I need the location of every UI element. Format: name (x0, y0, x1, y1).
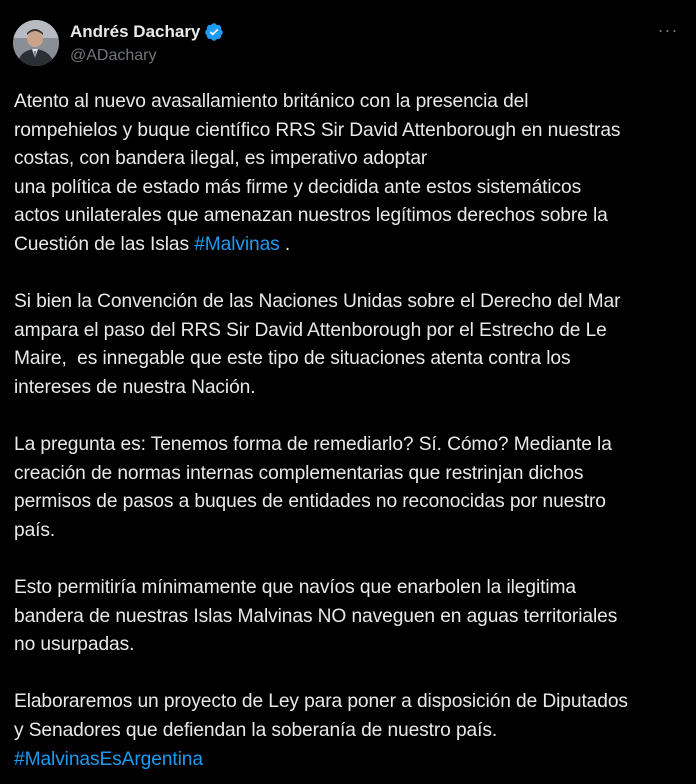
tweet-header (0, 0, 696, 80)
tweet-line: Atento al nuevo avasallamiento británico con la presencia del (14, 91, 529, 112)
verified-badge-icon (204, 22, 224, 42)
tweet-line (14, 746, 690, 775)
paragraph-break (14, 660, 690, 689)
tweet-line: rompehielos y buque científico RRS Sir David Attenborough en nuestras (14, 119, 621, 141)
tweet-line: Maire, es innegable que este tipo de situaciones atenta contra los (14, 348, 571, 370)
tweet-line-text: . (279, 233, 291, 255)
tweet-line: Elaboraremos un proyecto de Ley para poner a disposición de Diputados (14, 691, 628, 713)
hashtag-link[interactable]: #Malvinas (194, 233, 280, 255)
tweet-line: creación de normas internas complementarias que restrinjan dichos (14, 462, 584, 484)
tweet-line: La pregunta es: Tenemos forma de remediarlo? Sí. Cómo? Mediante la (14, 434, 612, 456)
tweet-line: costas, con bandera ilegal, es imperativo adoptar (14, 148, 428, 170)
tweet-text (14, 88, 690, 774)
tweet-line: Si bien la Convención de las Naciones Unidas sobre el Derecho del Mar (14, 291, 621, 313)
avatar[interactable] (13, 20, 59, 66)
tweet-line (14, 231, 690, 260)
tweet-line: intereses de nuestra Nación. (14, 376, 256, 398)
tweet-line: ampara el paso del RRS Sir David Attenborough por el Estrecho de Le (14, 319, 607, 341)
paragraph-break (14, 546, 690, 575)
tweet-line: país. (14, 519, 56, 541)
hashtag-link[interactable]: #MalvinasEsArgentina (14, 748, 203, 770)
author-handle[interactable]: @ADachary (70, 47, 157, 64)
paragraph-break (14, 403, 690, 432)
author-name-row[interactable] (70, 21, 224, 43)
avatar-photo-icon (13, 20, 59, 66)
more-options-icon[interactable]: ··· (657, 20, 679, 40)
tweet-line: una política de estado más firme y decidida ante estos sistemáticos (14, 176, 582, 198)
tweet-line: y Senadores que defiendan la soberanía de nuestro país. (14, 720, 498, 742)
tweet-line: bandera de nuestras Islas Malvinas NO naveguen en aguas territoriales (14, 605, 618, 627)
author-display-name[interactable]: Andrés Dachary (70, 22, 201, 41)
tweet-line: no usurpadas. (14, 634, 135, 656)
tweet-line: permisos de pasos a buques de entidades no reconocidas por nuestro (14, 491, 606, 513)
tweet-line-text: Cuestión de las Islas (14, 233, 195, 255)
tweet-line: actos unilaterales que amenazan nuestros legítimos derechos sobre la (14, 205, 608, 227)
paragraph-break (14, 260, 690, 289)
tweet-line: Esto permitiría mínimamente que navíos que enarbolen la ilegitima (14, 577, 576, 599)
